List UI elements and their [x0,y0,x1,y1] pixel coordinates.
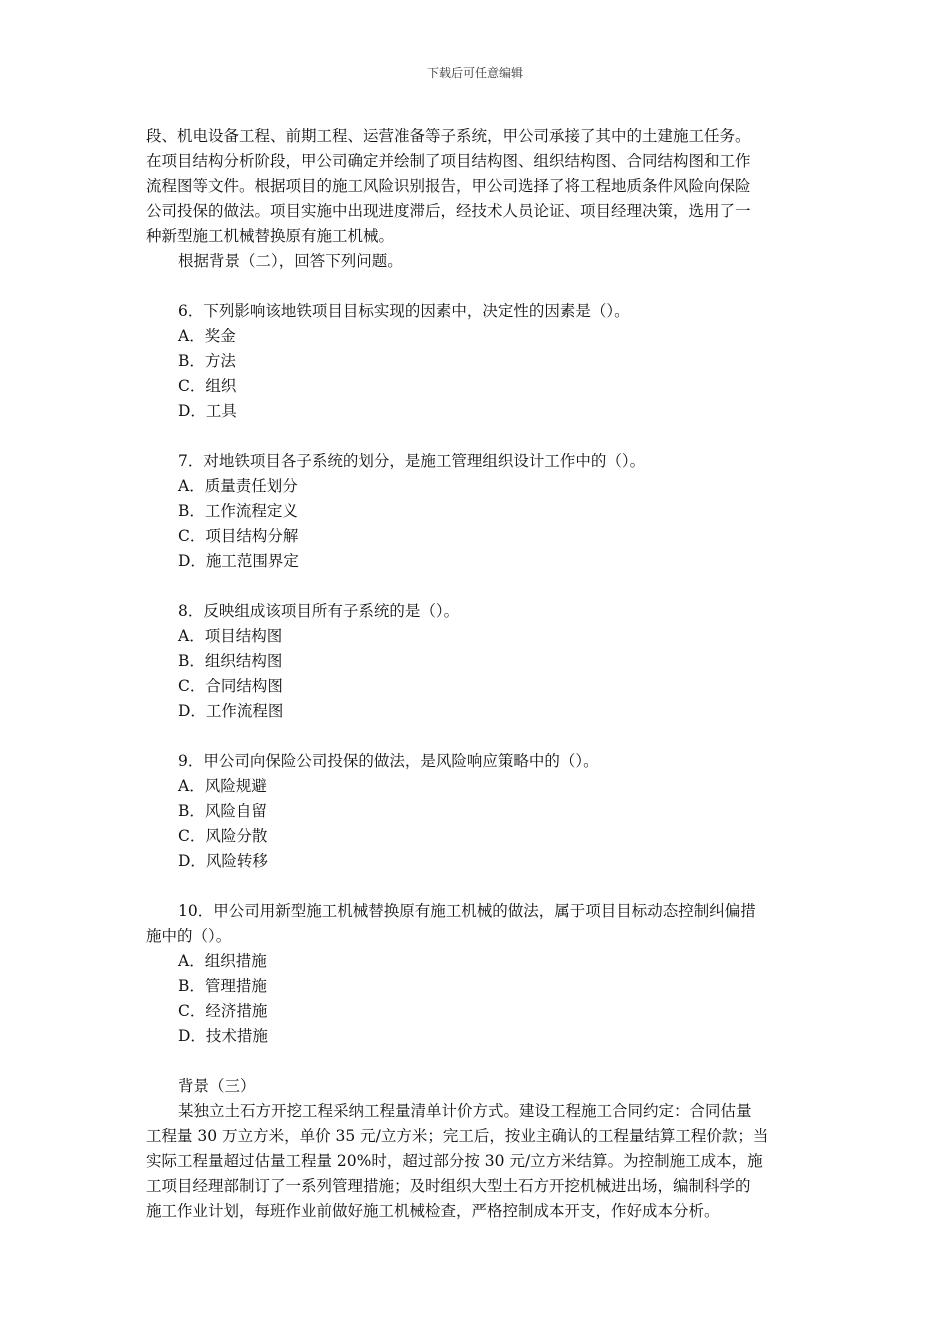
background-line: 施工作业计划，每班作业前做好施工机械检查，严格控制成本开支，作好成本分析。 [146,1202,720,1220]
document-body [146,124,810,1224]
background-line: 实际工程量超过估量工程量 20%时，超过部分按 30 元/立方米结算。为控制施工成本，施 [146,1152,763,1170]
spacer [146,574,810,599]
question-stem: 7．对地铁项目各子系统的划分，是施工管理组织设计工作中的（）。 [178,452,646,470]
option-b: B．管理措施 [178,977,267,995]
option-d: D．风险转移 [178,852,268,870]
background-3-section [146,1074,810,1224]
intro-line: 公司投保的做法。项目实施中出现进度滞后，经技术人员论证、项目经理决策，选用了一 [146,202,751,220]
option-c: C．合同结构图 [178,677,283,695]
intro-line: 段、机电设备工程、前期工程、运营准备等子系统，甲公司承接了其中的土建施工任务。 [146,127,751,145]
option-b: B．风险自留 [178,802,267,820]
question-stem-continuation: 施中的（）。 [146,927,232,945]
question-10 [146,899,810,1049]
option-d: D．工具 [178,402,237,420]
option-a: A．组织措施 [178,952,267,970]
option-d: D．工作流程图 [178,702,284,720]
option-a: A．质量责任划分 [178,477,298,495]
section-title: 背景（三） [178,1077,256,1095]
intro-line: 种新型施工机械替换原有施工机械。 [146,227,395,245]
question-7 [146,449,810,574]
background-line: 工程量 30 万立方米，单价 35 元/立方米；完工后，按业主确认的工程量结算工程价款；当 [146,1127,769,1145]
spacer [146,874,810,899]
question-8 [146,599,810,724]
spacer [146,724,810,749]
intro-line: 流程图等文件。根据项目的施工风险识别报告，甲公司选择了将工程地质条件风险向保险 [146,177,751,195]
spacer [146,1049,810,1074]
instruction: 根据背景（二），回答下列问题。 [178,252,403,270]
background-line: 某独立土石方开挖工程采纳工程量清单计价方式。建设工程施工合同约定：合同估量 [178,1102,752,1120]
option-c: C．经济措施 [178,1002,268,1020]
intro-line: 在项目结构分析阶段，甲公司确定并绘制了项目结构图、组织结构图、合同结构图和工作 [146,152,751,170]
question-stem: 8．反映组成该项目所有子系统的是（）。 [178,602,460,620]
option-a: A．项目结构图 [178,627,283,645]
option-d: D．施工范围界定 [178,552,299,570]
spacer [146,274,810,299]
question-9 [146,749,810,874]
option-b: B．方法 [178,352,236,370]
option-c: C．组织 [178,377,237,395]
page-header: 下载后可任意编辑 [426,66,523,80]
option-c: C．项目结构分解 [178,527,299,545]
option-c: C．风险分散 [178,827,268,845]
spacer [146,424,810,449]
background-line: 工项目经理部制订了一系列管理措施；及时组织大型土石方开挖机械进出场，编制科学的 [146,1177,751,1195]
option-a: A．风险规避 [178,777,267,795]
option-a: A．奖金 [178,327,236,345]
option-d: D．技术措施 [178,1027,268,1045]
question-stem: 10．甲公司用新型施工机械替换原有施工机械的做法，属于项目目标动态控制纠偏措 [178,902,756,920]
question-stem: 9．甲公司向保险公司投保的做法，是风险响应策略中的（）。 [178,752,599,770]
question-stem: 6．下列影响该地铁项目目标实现的因素中，决定性的因素是（）。 [178,302,630,320]
option-b: B．组织结构图 [178,652,283,670]
question-6 [146,299,810,424]
option-b: B．工作流程定义 [178,502,298,520]
